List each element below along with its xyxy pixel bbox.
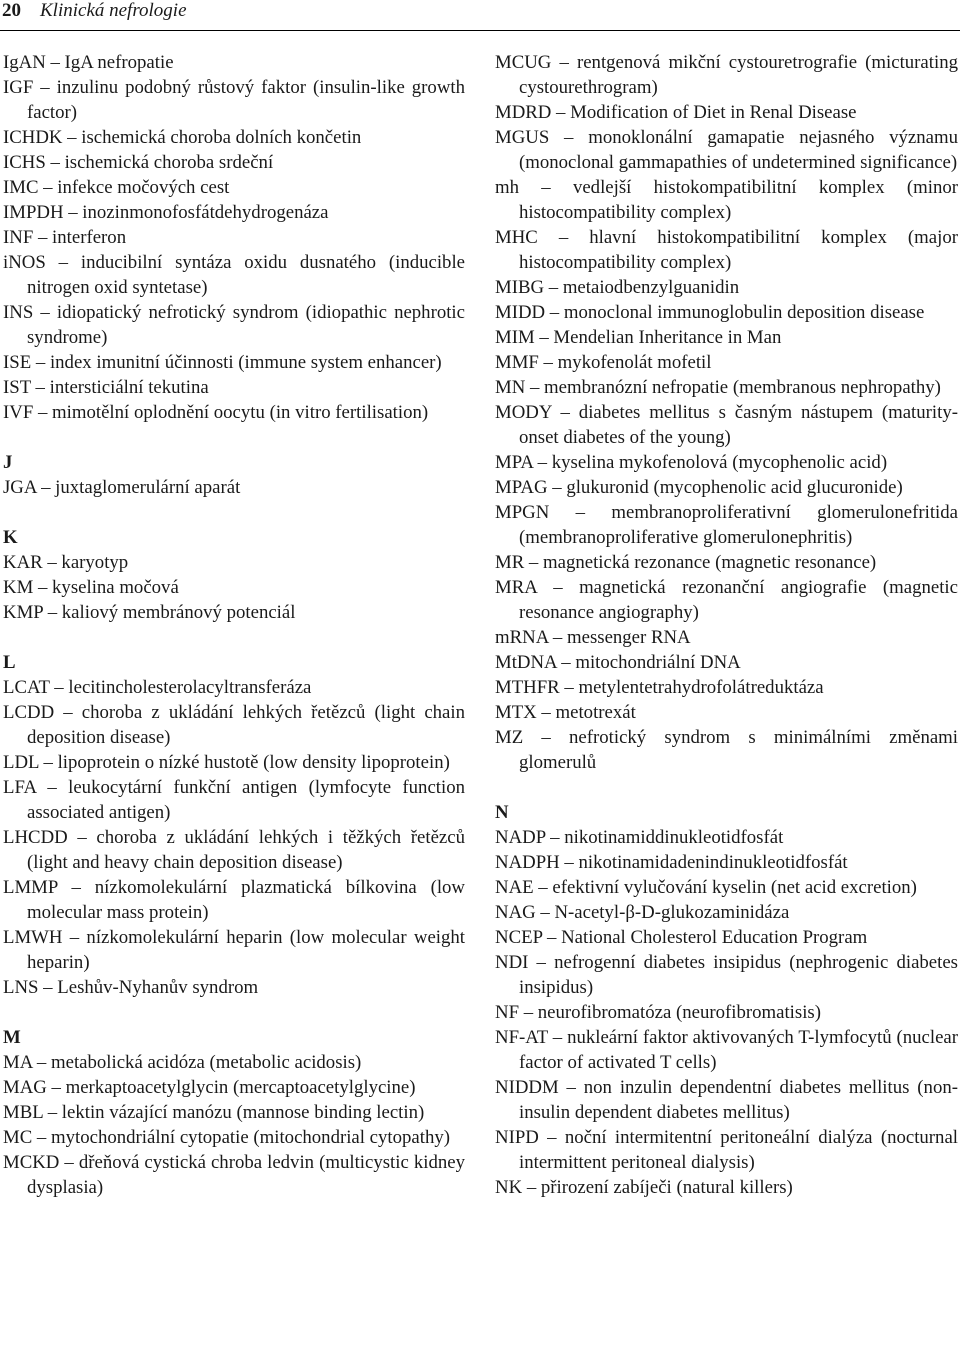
abbreviation-entry: mh – vedlejší histokompatibilitní komplex (minor histocompatibility complex): [495, 177, 958, 223]
abbreviation-entry: MPGN – membranoproliferativní glomerulonefritida (membranoproliferative glomerulonephritis): [495, 502, 958, 548]
abbreviation-entry: KMP – kaliový membránový potenciál: [3, 602, 296, 623]
abbreviation-entry: IVF – mimotělní oplodnění oocytu (in vitro fertilisation): [3, 402, 429, 423]
section-letter: J: [3, 452, 13, 473]
abbreviation-entry: MMF – mykofenolát mofetil: [495, 352, 712, 373]
abbreviation-entry: MA – metabolická acidóza (metabolic acidosis): [3, 1052, 362, 1073]
section-letter: N: [495, 802, 509, 823]
abbreviation-entry: LCDD – choroba z ukládání lehkých řetězců (light chain deposition disease): [3, 702, 465, 748]
abbreviation-entry: MODY – diabetes mellitus s časným nástupem (maturity-onset diabetes of the young): [495, 402, 958, 448]
abbreviation-entry: NF-AT – nukleární faktor aktivovaných T-lymfocytů (nuclear factor of activated T cells): [495, 1027, 958, 1073]
abbreviation-entry: ICHDK – ischemická choroba dolních končetin: [3, 127, 362, 148]
running-header: [0, 0, 960, 22]
abbreviation-entry: MN – membranózní nefropatie (membranous nephropathy): [495, 377, 941, 398]
abbreviation-entry: MIDD – monoclonal immunoglobulin deposition disease: [495, 302, 925, 323]
abbreviation-entry: MBL – lektin vázající manózu (mannose binding lectin): [3, 1102, 425, 1123]
abbreviation-entry: MTX – metotrexát: [495, 702, 636, 723]
page-number: 20: [2, 0, 21, 21]
abbreviation-entry: IST – intersticiální tekutina: [3, 377, 209, 398]
abbreviation-entry: ISE – index imunitní účinnosti (immune system enhancer): [3, 352, 442, 373]
abbreviation-entry: mRNA – messenger RNA: [495, 627, 691, 648]
abbreviation-entry: MC – mytochondriální cytopatie (mitochondrial cytopathy): [3, 1127, 450, 1148]
abbreviation-entry: MRA – magnetická rezonanční angiografie (magnetic resonance angiography): [495, 577, 958, 623]
abbreviation-entry: LMWH – nízkomolekulární heparin (low molecular weight heparin): [3, 927, 465, 973]
abbreviation-entry: NIDDM – non inzulin dependentní diabetes mellitus (non-insulin dependent diabetes mellitus): [495, 1077, 958, 1123]
abbreviation-entry: LDL – lipoprotein o nízké hustotě (low density lipoprotein): [3, 752, 450, 773]
abbreviation-entry: MPAG – glukuronid (mycophenolic acid glucuronide): [495, 477, 903, 498]
section-spacer: [3, 625, 465, 650]
abbreviation-entry: LMMP – nízkomolekulární plazmatická bílkovina (low molecular mass protein): [3, 877, 465, 923]
abbreviation-entry: INS – idiopatický nefrotický syndrom (idiopathic nephrotic syndrome): [3, 302, 465, 348]
abbreviation-entry: ICHS – ischemická choroba srdeční: [3, 152, 274, 173]
abbreviation-entry: NAE – efektivní vylučování kyselin (net acid excretion): [495, 877, 917, 898]
section-spacer: [3, 425, 465, 450]
section-letter: M: [3, 1027, 21, 1048]
abbreviation-entry: NADPH – nikotinamidadenindinukleotidfosfát: [495, 852, 848, 873]
abbreviation-entry: MR – magnetická rezonance (magnetic resonance): [495, 552, 877, 573]
abbreviation-entry: NCEP – National Cholesterol Education Program: [495, 927, 868, 948]
abbreviation-entry: LFA – leukocytární funkční antigen (lymfocyte function associated antigen): [3, 777, 465, 823]
abbreviation-entry: MHC – hlavní histokompatibilitní komplex (major histocompatibility complex): [495, 227, 958, 273]
abbreviation-entry: MGUS – monoklonální gamapatie nejasného významu (monoclonal gammapathies of undetermined significance): [495, 127, 958, 173]
abbreviation-entry: MPA – kyselina mykofenolová (mycophenolic acid): [495, 452, 888, 473]
abbreviation-entry: NADP – nikotinamiddinukleotidfosfát: [495, 827, 784, 848]
abbreviation-entry: INF – interferon: [3, 227, 127, 248]
right-column: [495, 50, 958, 1200]
running-title: Klinická nefrologie: [40, 0, 187, 21]
section-spacer: [495, 775, 958, 800]
abbreviation-entry: MTHFR – metylentetrahydrofolátreduktáza: [495, 677, 824, 698]
header-rule: [0, 30, 960, 31]
abbreviation-entry: KM – kyselina močová: [3, 577, 179, 598]
abbreviation-entry: LHCDD – choroba z ukládání lehkých i těžkých řetězců (light and heavy chain deposition disease): [3, 827, 465, 873]
abbreviation-entry: IgAN – IgA nefropatie: [3, 52, 174, 73]
abbreviation-entry: MAG – merkaptoacetylglycin (mercaptoacetylglycine): [3, 1077, 416, 1098]
abbreviation-entry: IMC – infekce močových cest: [3, 177, 230, 198]
abbreviation-entry: NDI – nefrogenní diabetes insipidus (nephrogenic diabetes insipidus): [495, 952, 958, 998]
section-letter: K: [3, 527, 18, 548]
abbreviation-entry: LNS – Leshův-Nyhanův syndrom: [3, 977, 259, 998]
abbreviation-entry: MIM – Mendelian Inheritance in Man: [495, 327, 782, 348]
abbreviation-entry: MCKD – dřeňová cystická chroba ledvin (multicystic kidney dysplasia): [3, 1152, 465, 1198]
abbreviation-entry: LCAT – lecitincholesterolacyltransferáza: [3, 677, 312, 698]
left-column: [3, 50, 465, 1200]
abbreviation-entry: NAG – N-acetyl-β-D-glukozaminidáza: [495, 902, 790, 923]
abbreviation-entry: MtDNA – mitochondriální DNA: [495, 652, 741, 673]
section-spacer: [3, 500, 465, 525]
abbreviation-entry: IMPDH – inozinmonofosfátdehydrogenáza: [3, 202, 329, 223]
abbreviation-entry: IGF – inzulinu podobný růstový faktor (insulin-like growth factor): [3, 77, 465, 123]
abbreviation-entry: JGA – juxtaglomerulární aparát: [3, 477, 241, 498]
abbreviation-entry: MIBG – metaiodbenzylguanidin: [495, 277, 740, 298]
abbreviation-entry: iNOS – inducibilní syntáza oxidu dusnatého (inducible nitrogen oxid syntetase): [3, 252, 465, 298]
abbreviation-entry: MDRD – Modification of Diet in Renal Disease: [495, 102, 857, 123]
abbreviation-entry: NIPD – noční intermitentní peritoneální dialýza (nocturnal intermittent peritoneal dialysis): [495, 1127, 958, 1173]
abbreviation-entry: NF – neurofibromatóza (neurofibromatisis): [495, 1002, 821, 1023]
section-letter: L: [3, 652, 16, 673]
abbreviation-entry: KAR – karyotyp: [3, 552, 129, 573]
section-spacer: [3, 1000, 465, 1025]
abbreviation-entry: MCUG – rentgenová mikční cystouretrografie (micturating cystourethrogram): [495, 52, 958, 98]
abbreviation-entry: MZ – nefrotický syndrom s minimálními změnami glomerulů: [495, 727, 958, 773]
abbreviation-entry: NK – přirození zabíječi (natural killers): [495, 1177, 793, 1198]
